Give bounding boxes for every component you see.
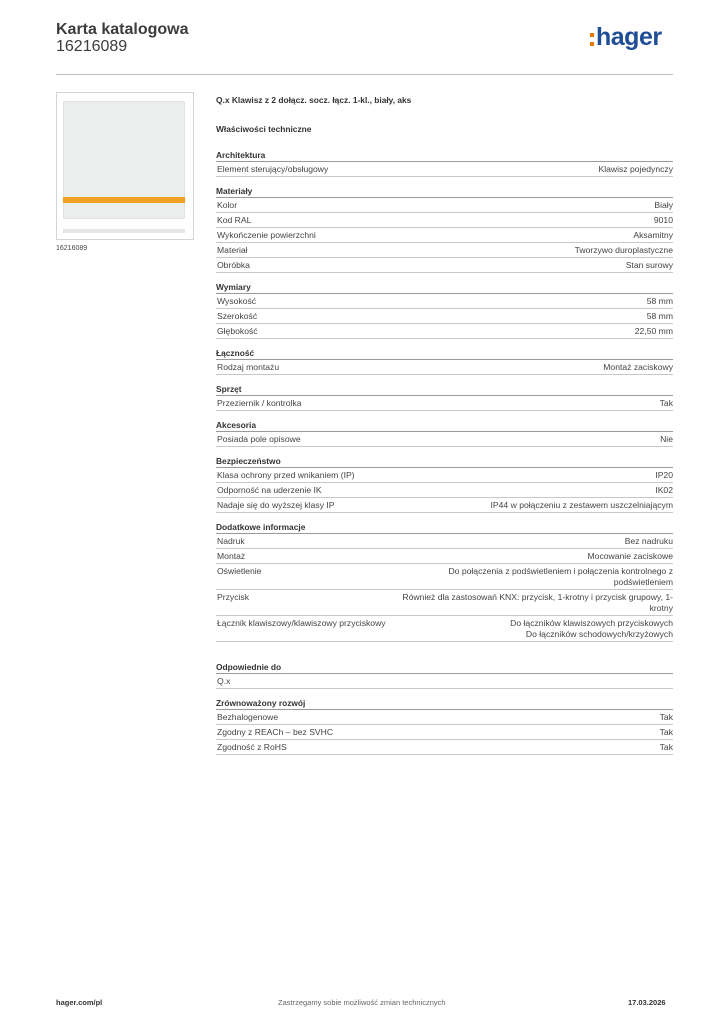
orange-indicator-stripe — [63, 197, 185, 203]
spec-value: 58 mm — [646, 311, 673, 321]
spec-value: Tak — [659, 742, 673, 752]
catalog-number: 16216089 — [56, 38, 128, 55]
spec-label: Przycisk — [217, 592, 249, 602]
spec-value: Klawisz pojedynczy — [598, 164, 673, 174]
spec-label: Zgodny z REACh – bez SVHC — [217, 727, 334, 737]
footer-date: 17.03.2026 — [628, 998, 666, 1007]
spec-value: 9010 — [653, 215, 673, 225]
spec-value: Montaż zaciskowy — [603, 362, 673, 372]
spec-value: Biały — [654, 200, 673, 210]
spec-label: Kod RAL — [217, 215, 252, 225]
spec-row — [216, 549, 673, 564]
spec-row — [216, 468, 673, 483]
spec-section — [216, 522, 673, 642]
spec-value: Do połączenia z podświetleniem i połączenia kontrolnego z podświetleniem — [448, 566, 673, 587]
spec-value: Również dla zastosowań KNX: przycisk, 1-krotny i przycisk grupowy, 1-krotny — [402, 592, 673, 613]
spec-section — [216, 698, 673, 755]
spec-label: Bezhalogenowe — [217, 712, 279, 722]
spec-section-title: Odpowiednie do — [216, 662, 673, 674]
spec-section-title: Bezpieczeństwo — [216, 456, 673, 468]
spec-value: Tak — [659, 727, 673, 737]
spec-row — [216, 564, 673, 590]
spec-row — [216, 725, 673, 740]
spec-label: Oświetlenie — [217, 566, 262, 576]
spec-section — [216, 420, 673, 447]
spec-section-title: Materiały — [216, 186, 673, 198]
spec-section-title: Dodatkowe informacje — [216, 522, 673, 534]
spec-section-title: Sprzęt — [216, 384, 673, 396]
spec-row — [216, 213, 673, 228]
spec-row — [216, 498, 673, 513]
spec-label: Rodzaj montażu — [217, 362, 280, 372]
spec-value: Tak — [659, 398, 673, 408]
spec-row — [216, 674, 673, 689]
spec-value: Tworzywo duroplastyczne — [574, 245, 673, 255]
spec-label: Obróbka — [217, 260, 250, 270]
spec-label: Q.x — [217, 676, 231, 686]
image-caption: 16216089 — [56, 245, 88, 252]
spec-row — [216, 710, 673, 725]
logo-dots-icon — [590, 33, 595, 51]
spec-row — [216, 360, 673, 375]
spec-section — [216, 150, 673, 177]
spec-value: Stan surowy — [625, 260, 673, 270]
spec-label: Wykończenie powierzchni — [217, 230, 316, 240]
spec-section — [216, 456, 673, 513]
spec-label: Nadaje się do wyższej klasy IP — [217, 500, 335, 510]
spec-row — [216, 243, 673, 258]
spec-row — [216, 324, 673, 339]
spec-value: Bez nadruku — [624, 536, 673, 546]
spec-value: IP44 w połączeniu z zestawem uszczelniającym — [490, 500, 673, 510]
technical-sections — [216, 150, 673, 755]
spec-section-title: Zrównoważony rozwój — [216, 698, 673, 710]
spec-label: Głębokość — [217, 326, 258, 336]
spec-label: Wysokość — [217, 296, 257, 306]
spec-label: Nadruk — [217, 536, 245, 546]
spec-label: Łącznik klawiszowy/klawiszowy przyciskowy — [217, 618, 386, 628]
spec-value: IK02 — [655, 485, 673, 495]
spec-label: Kolor — [217, 200, 238, 210]
spec-label: Klasa ochrony przed wnikaniem (IP) — [217, 470, 355, 480]
spec-section-title: Łączność — [216, 348, 673, 360]
spec-section-title: Architektura — [216, 150, 673, 162]
product-details — [216, 95, 673, 755]
product-title: Q.x Klawisz z 2 dołącz. socz. łącz. 1-kl., biały, aks — [216, 95, 412, 105]
spec-value: IP20 — [655, 470, 673, 480]
spec-label: Posiada pole opisowe — [217, 434, 301, 444]
footer-disclaimer: Zastrzegamy sobie możliwość zmian technicznych — [278, 998, 446, 1007]
spec-label: Materiał — [217, 245, 248, 255]
spec-label: Zgodność z RoHS — [217, 742, 287, 752]
header-divider — [56, 74, 673, 75]
catalog-card-title: Karta katalogowa — [56, 21, 189, 38]
spec-row — [216, 483, 673, 498]
logo-text: hager — [596, 23, 662, 51]
spec-row — [216, 294, 673, 309]
spec-section — [216, 662, 673, 689]
spec-row — [216, 432, 673, 447]
spec-section — [216, 348, 673, 375]
spec-label: Montaż — [217, 551, 246, 561]
footer-website: hager.com/pl — [56, 998, 103, 1007]
spec-row — [216, 740, 673, 755]
spec-label: Odporność na uderzenie IK — [217, 485, 322, 495]
spec-value: 58 mm — [646, 296, 673, 306]
spec-section-title: Akcesoria — [216, 420, 673, 432]
spec-section-title: Wymiary — [216, 282, 673, 294]
spec-row — [216, 198, 673, 213]
spec-value: Do łączników klawiszowych przyciskowych Do łączników schodowych/krzyżowych — [510, 618, 673, 639]
spec-label: Szerokość — [217, 311, 258, 321]
spec-row — [216, 534, 673, 549]
spec-section — [216, 384, 673, 411]
spec-row — [216, 228, 673, 243]
spec-value: 22,50 mm — [634, 326, 673, 336]
spec-label: Przeziernik / kontrolka — [217, 398, 302, 408]
spec-section — [216, 186, 673, 273]
spec-row — [216, 162, 673, 177]
spec-row — [216, 309, 673, 324]
spec-value: Mocowanie zaciskowe — [587, 551, 673, 561]
spec-value: Nie — [660, 434, 673, 444]
spec-label: Element sterujący/obsługowy — [217, 164, 329, 174]
spec-row — [216, 396, 673, 411]
technical-properties-title: Właściwości techniczne — [216, 124, 312, 134]
bottom-edge — [63, 229, 185, 233]
spec-row — [216, 616, 673, 642]
spec-row — [216, 258, 673, 273]
spec-row — [216, 590, 673, 616]
spec-value: Aksamitny — [633, 230, 673, 240]
spec-value: Tak — [659, 712, 673, 722]
spec-section — [216, 282, 673, 339]
product-image — [56, 92, 194, 240]
